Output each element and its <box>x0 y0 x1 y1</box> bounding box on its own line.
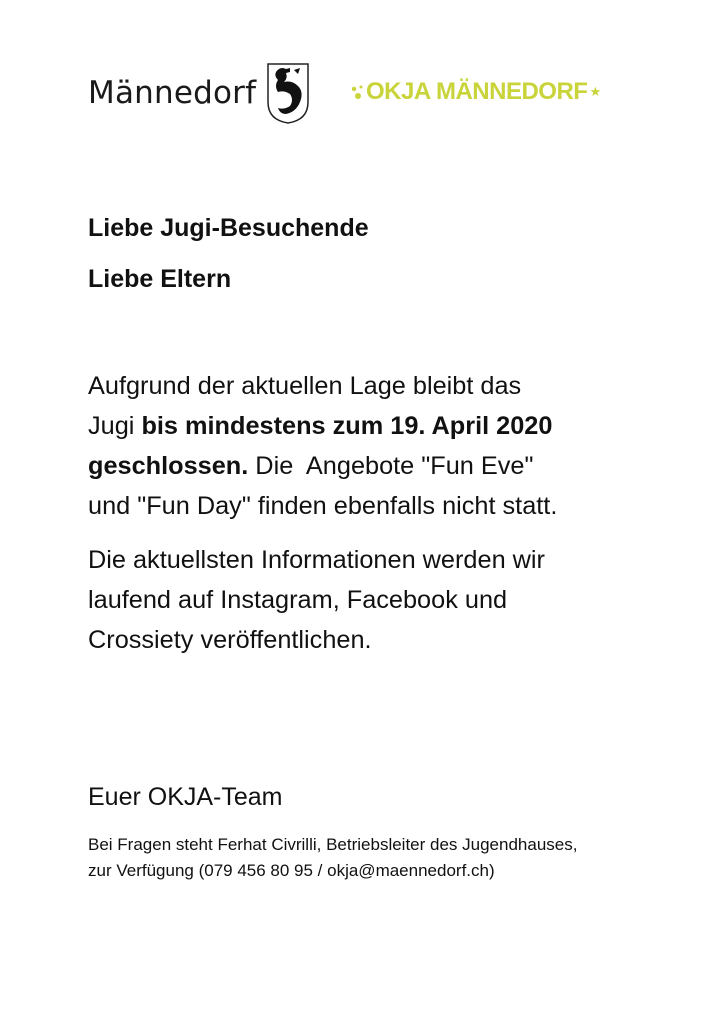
closure-date: bis mindestens zum 19. April 2020 <box>141 412 553 440</box>
signature: Euer OKJA-Team <box>88 783 283 811</box>
info-paragraph <box>88 540 648 660</box>
info-line-2: laufend auf Instagram, Facebook und <box>88 586 508 614</box>
info-line-1: Die aktuellsten Informationen werden wir <box>88 546 545 574</box>
town-name: Männedorf <box>88 75 257 111</box>
closure-line-4: und "Fun Day" finden ebenfalls nicht statt. <box>88 492 558 520</box>
star-icon: ★ <box>589 84 602 99</box>
greeting-parents: Liebe Eltern <box>88 265 232 293</box>
contact-info <box>88 832 648 884</box>
maennedorf-logo <box>88 58 310 128</box>
okja-logo-text: OKJA MÄNNEDORF <box>366 78 588 105</box>
info-line-3: Crossiety veröffentlichen. <box>88 626 372 654</box>
closure-line-2-text: Jugi <box>88 412 142 440</box>
contact-line-2: zur Verfügung (079 456 80 95 / okja@maennedorf.ch) <box>88 861 495 880</box>
closure-line-3 <box>88 446 648 486</box>
closure-line-2 <box>88 406 648 446</box>
crest-icon <box>266 62 310 124</box>
closure-line-3-text: Die Angebote "Fun Eve" <box>248 452 534 480</box>
sparkle-icon <box>350 83 364 101</box>
closure-paragraph <box>88 366 648 526</box>
closure-line-1: Aufgrund der aktuellen Lage bleibt das <box>88 372 522 400</box>
contact-line-1: Bei Fragen steht Ferhat Civrilli, Betriebsleiter des Jugendhauses, <box>88 835 578 854</box>
greeting-visitors: Liebe Jugi-Besuchende <box>88 214 369 242</box>
okja-logo <box>350 78 601 106</box>
closure-status: geschlossen. <box>88 452 249 480</box>
